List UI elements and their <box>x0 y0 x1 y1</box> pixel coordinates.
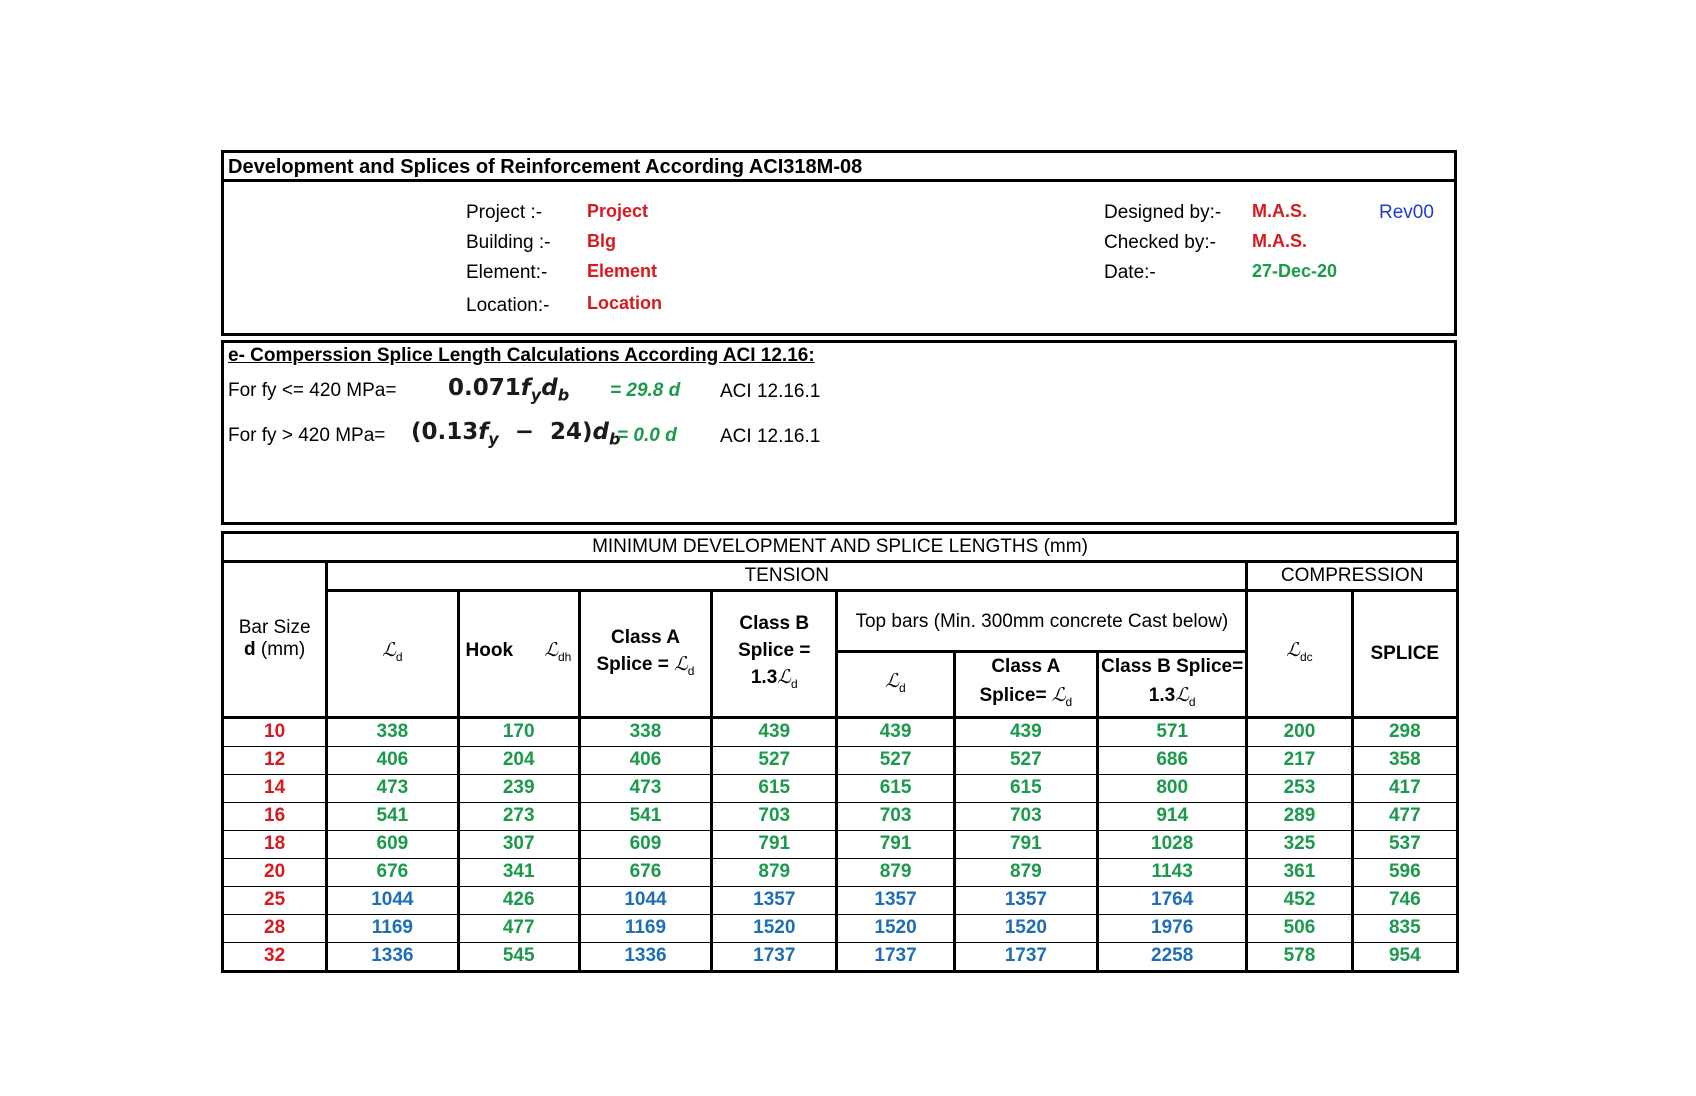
hook-header: Hook ℒ$_{dh}$ <box>458 591 579 718</box>
bar-size-header <box>223 562 327 718</box>
table-row <box>223 886 1458 914</box>
top-class-b-cell: 1764 <box>1098 886 1247 914</box>
top-class-a-cell: 1357 <box>954 886 1097 914</box>
splice-cell: 358 <box>1352 746 1457 774</box>
class-a-cell: 473 <box>579 774 711 802</box>
table-row <box>223 802 1458 830</box>
top-class-b-cell: 2258 <box>1098 942 1247 971</box>
bar-size-cell: 25 <box>223 886 327 914</box>
element-label: Element:- <box>466 262 548 283</box>
project-label: Project :- <box>466 202 543 223</box>
class-b-cell: 703 <box>712 802 837 830</box>
splice-cell: 954 <box>1352 942 1457 971</box>
splice-cell: 596 <box>1352 858 1457 886</box>
top-ld-cell: 1737 <box>837 942 954 971</box>
splice-cell: 298 <box>1352 717 1457 746</box>
ld-cell: 338 <box>327 717 458 746</box>
line2-result: = 0.0 d <box>617 425 677 446</box>
ld-cell: 609 <box>327 830 458 858</box>
section-title: e- Comperssion Splice Length Calculations According ACI 12.16: <box>228 345 815 366</box>
title-bar <box>221 150 1457 182</box>
bar-size-cell: 20 <box>223 858 327 886</box>
class-a-cell: 541 <box>579 802 711 830</box>
table-row <box>223 774 1458 802</box>
top-class-b-header: Class B Splice= 1.3ℒ$_d$ <box>1098 652 1247 718</box>
bar-size-cell: 32 <box>223 942 327 971</box>
class-a-line2: Splice = <box>596 653 669 675</box>
top-class-a-line1: Class A <box>991 656 1061 677</box>
ldc-cell: 361 <box>1247 858 1352 886</box>
bar-size-d: d <box>244 639 256 661</box>
top-class-a-cell: 879 <box>954 858 1097 886</box>
class-b-cell: 615 <box>712 774 837 802</box>
splice-cell: 537 <box>1352 830 1457 858</box>
class-a-header: Class A Splice = ℒ$_d$ <box>579 591 711 718</box>
hook-cell: 239 <box>458 774 579 802</box>
top-class-b-cell: 1976 <box>1098 914 1247 942</box>
compression-header: COMPRESSION <box>1247 562 1458 591</box>
top-ld-cell: 439 <box>837 717 954 746</box>
hook-cell: 204 <box>458 746 579 774</box>
hook-cell: 170 <box>458 717 579 746</box>
top-class-b-cell: 800 <box>1098 774 1247 802</box>
ld-cell: 1169 <box>327 914 458 942</box>
header-info <box>221 182 1457 336</box>
hook-cell: 545 <box>458 942 579 971</box>
designed-label: Designed by:- <box>1104 202 1222 223</box>
bar-size-cell: 28 <box>223 914 327 942</box>
location-label: Location:- <box>466 295 550 316</box>
top-ld-cell: 703 <box>837 802 954 830</box>
class-b-cell: 879 <box>712 858 837 886</box>
top-class-a-header: Class A Splice= ℒ$_d$ <box>954 652 1097 718</box>
class-b-cell: 791 <box>712 830 837 858</box>
line1-result: = 29.8 d <box>610 380 681 401</box>
top-ld-cell: 615 <box>837 774 954 802</box>
ldc-cell: 506 <box>1247 914 1352 942</box>
hook-cell: 273 <box>458 802 579 830</box>
hook-cell: 426 <box>458 886 579 914</box>
class-a-cell: 1336 <box>579 942 711 971</box>
top-class-a-cell: 439 <box>954 717 1097 746</box>
top-class-b-cell: 686 <box>1098 746 1247 774</box>
location-value: Location <box>587 293 662 313</box>
class-a-line1: Class A <box>610 626 680 648</box>
bar-size-label: Bar Size <box>238 617 311 639</box>
class-b-line2: Splice = <box>738 640 811 661</box>
table-body <box>223 717 1458 971</box>
top-class-b-cell: 1028 <box>1098 830 1247 858</box>
bar-size-cell: 12 <box>223 746 327 774</box>
ldc-cell: 200 <box>1247 717 1352 746</box>
splice-cell: 477 <box>1352 802 1457 830</box>
table-row <box>223 858 1458 886</box>
splice-cell: 835 <box>1352 914 1457 942</box>
bar-size-cell: 18 <box>223 830 327 858</box>
top-class-a-cell: 703 <box>954 802 1097 830</box>
table-row <box>223 746 1458 774</box>
ldc-cell: 325 <box>1247 830 1352 858</box>
top-ld-cell: 527 <box>837 746 954 774</box>
bar-size-cell: 14 <box>223 774 327 802</box>
designed-value: M.A.S. <box>1252 201 1308 221</box>
ld-cell: 473 <box>327 774 458 802</box>
class-b-header: Class B Splice = 1.3ℒ$_d$ <box>712 591 837 718</box>
class-b-cell: 1737 <box>712 942 837 971</box>
bar-size-cell: 16 <box>223 802 327 830</box>
splice-cell: 746 <box>1352 886 1457 914</box>
date-value: 27-Dec-20 <box>1252 261 1338 281</box>
line2-label: For fy > 420 MPa= <box>228 425 386 446</box>
ld-header: ℒ$_d$ <box>327 591 458 718</box>
project-value: Project <box>587 201 649 221</box>
date-label: Date:- <box>1104 262 1156 283</box>
hook-cell: 341 <box>458 858 579 886</box>
class-b-line3: 1.3 <box>750 667 778 688</box>
class-a-cell: 1044 <box>579 886 711 914</box>
ldc-cell: 452 <box>1247 886 1352 914</box>
checked-value: M.A.S. <box>1252 231 1308 251</box>
bar-size-unit: (mm) <box>255 639 306 661</box>
ldc-cell: 289 <box>1247 802 1352 830</box>
ldc-cell: 578 <box>1247 942 1352 971</box>
top-class-a-cell: 527 <box>954 746 1097 774</box>
top-ld-cell: 1357 <box>837 886 954 914</box>
ld-cell: 676 <box>327 858 458 886</box>
line2-ref: ACI 12.16.1 <box>720 426 821 447</box>
class-a-cell: 609 <box>579 830 711 858</box>
checked-label: Checked by:- <box>1104 232 1216 253</box>
top-class-a-cell: 1737 <box>954 942 1097 971</box>
splice-cell: 417 <box>1352 774 1457 802</box>
top-class-b-cell: 571 <box>1098 717 1247 746</box>
table-row <box>223 942 1458 971</box>
top-class-b-cell: 914 <box>1098 802 1247 830</box>
ldc-header: ℒ$_{dc}$ <box>1247 591 1352 718</box>
table-row <box>223 830 1458 858</box>
class-b-cell: 1520 <box>712 914 837 942</box>
hook-cell: 477 <box>458 914 579 942</box>
sheet-title: Development and Splices of Reinforcement According ACI318M-08 <box>228 156 863 178</box>
ld-cell: 1336 <box>327 942 458 971</box>
top-class-a-line2: Splice= <box>979 685 1047 706</box>
line1-label: For fy <= 420 MPa= <box>228 380 397 401</box>
class-b-cell: 439 <box>712 717 837 746</box>
ld-cell: 1044 <box>327 886 458 914</box>
top-ld-cell: 879 <box>837 858 954 886</box>
top-ld-cell: 791 <box>837 830 954 858</box>
top-class-b-line2: 1.3 <box>1148 685 1176 706</box>
ldc-cell: 253 <box>1247 774 1352 802</box>
top-class-a-cell: 791 <box>954 830 1097 858</box>
table-row <box>223 717 1458 746</box>
revision-label: Rev00 <box>1379 202 1434 223</box>
class-a-cell: 1169 <box>579 914 711 942</box>
top-class-a-cell: 615 <box>954 774 1097 802</box>
formula-low-fy: $0.071f_yd_b$ <box>448 375 570 405</box>
building-label: Building :- <box>466 232 551 253</box>
top-class-a-cell: 1520 <box>954 914 1097 942</box>
hook-label: Hook <box>465 640 514 661</box>
top-ld-header: ℒ$_d$ <box>837 652 954 718</box>
ld-cell: 406 <box>327 746 458 774</box>
tension-header: TENSION <box>327 562 1247 591</box>
compression-splice-section <box>221 340 1457 525</box>
splice-header: SPLICE <box>1352 591 1457 718</box>
table-caption: MINIMUM DEVELOPMENT AND SPLICE LENGTHS (mm) <box>223 533 1458 562</box>
top-class-b-cell: 1143 <box>1098 858 1247 886</box>
class-b-cell: 1357 <box>712 886 837 914</box>
top-ld-cell: 1520 <box>837 914 954 942</box>
ld-cell: 541 <box>327 802 458 830</box>
formula-high-fy: $(0.13f_y - 24)d_b$ <box>411 419 621 449</box>
building-value: Blg <box>587 231 616 251</box>
top-bars-header: Top bars (Min. 300mm concrete Cast below) <box>837 591 1247 652</box>
class-a-cell: 338 <box>579 717 711 746</box>
hook-cell: 307 <box>458 830 579 858</box>
class-a-cell: 406 <box>579 746 711 774</box>
table-row <box>223 914 1458 942</box>
class-b-line1: Class B <box>739 613 810 634</box>
class-b-cell: 527 <box>712 746 837 774</box>
top-class-b-line1: Class B Splice= <box>1101 656 1244 677</box>
ldc-cell: 217 <box>1247 746 1352 774</box>
line1-ref: ACI 12.16.1 <box>720 381 821 402</box>
splice-length-table <box>221 531 1459 973</box>
bar-size-cell: 10 <box>223 717 327 746</box>
class-a-cell: 676 <box>579 858 711 886</box>
element-value: Element <box>587 261 658 281</box>
